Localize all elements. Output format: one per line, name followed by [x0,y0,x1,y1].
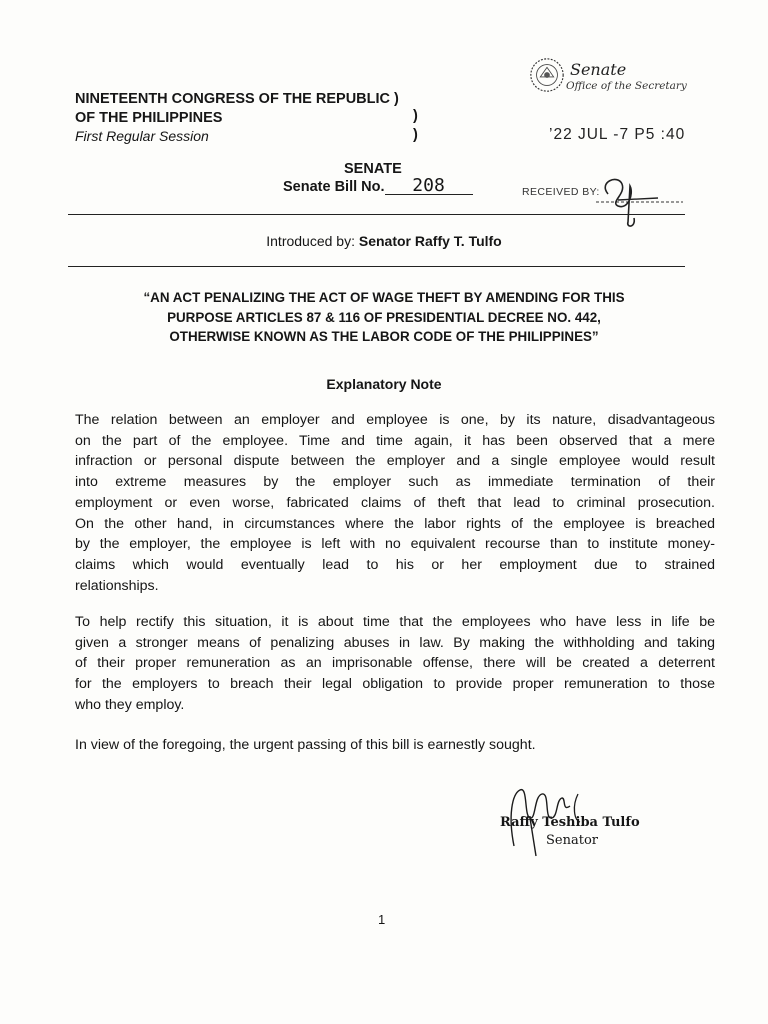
paragraph-2 [75,612,715,716]
explanatory-note-heading: Explanatory Note [326,376,442,392]
paragraph-1 [75,410,715,596]
title-line: OTHERWISE KNOWN AS THE LABOR CODE OF THE PHILIPPINES” [169,329,599,344]
text-line: given a stronger means of penalizing abuses in law. By making the withholding and taking [75,634,715,651]
page-number: 1 [378,912,386,927]
received-signature-icon [588,172,683,230]
title-line: PURPOSE ARTICLES 87 & 116 OF PRESIDENTIAL DECREE NO. 442, [167,309,601,325]
session-label: First Regular Session [75,128,209,144]
text-line: On the other hand, in circumstances where the labor rights of the employee is breached [75,515,715,532]
bill-label: Senate Bill No. [283,179,385,195]
bill-number: 208 [385,178,473,195]
senate-label: SENATE [344,161,402,177]
text-line: by the employer, the employee is left with no equivalent recourse than to institute money- [75,536,715,553]
introduced-by [0,233,768,249]
signatory-title: Senator [546,833,598,848]
received-by-label: RECEIVED BY: [522,186,600,198]
text-line: on the part of the employee. Time and time again, it has been observed that a mere [75,432,715,449]
stamp-office-secretary: Office of the Secretary [566,80,687,92]
text-line: who they employ. [75,696,185,713]
paren-1: ) [394,91,399,107]
text-line: for the employers to breach their legal obligation to provide proper remuneration to those [75,676,715,693]
congress-line-2: OF THE PHILIPPINES [75,110,223,126]
text-line: To help rectify this situation, it is about time that the employees who have less in life be [75,614,715,630]
text-line: In view of the foregoing, the urgent passing of this bill is earnestly sought. [75,737,536,753]
paren-3: ) [413,127,418,143]
stamp-timestamp: ’22 JUL -7 P5 :40 [549,126,686,143]
divider-top [68,214,685,215]
text-line: infraction or personal dispute between the employer and a single employee would result [75,453,715,470]
text-line: claims which would eventually lead to his or her employment due to strained [75,556,715,573]
title-line: “AN ACT PENALIZING THE ACT OF WAGE THEFT BY AMENDING FOR THIS [143,290,625,305]
signatory-name: Raffy Teshiba Tulfo [500,815,640,830]
bill-title [70,288,698,347]
text-line: relationships. [75,577,159,594]
divider-bottom [68,266,685,267]
bill-number-row [283,175,473,196]
text-line: into extreme measures by the employer such as immediate termination of their [75,474,715,491]
text-line: The relation between an employer and employee is one, by its nature, disadvantageous [75,412,715,428]
text-line: employment or even worse, fabricated claims of theft that lead to criminal prosecution. [75,494,715,511]
stamp-senate: Senate [570,60,627,79]
introduced-by-label: Introduced by: [266,233,355,249]
senate-seal-icon [528,56,566,94]
congress-header [75,90,399,128]
paragraph-3 [75,735,715,756]
text-line: of their proper remuneration as an imprisonable offense, there will be created a deterrent [75,655,715,672]
congress-line-1: NINETEENTH CONGRESS OF THE REPUBLIC [75,91,390,107]
sponsor-name: Senator Raffy T. Tulfo [358,233,502,249]
paren-2: ) [413,108,418,124]
